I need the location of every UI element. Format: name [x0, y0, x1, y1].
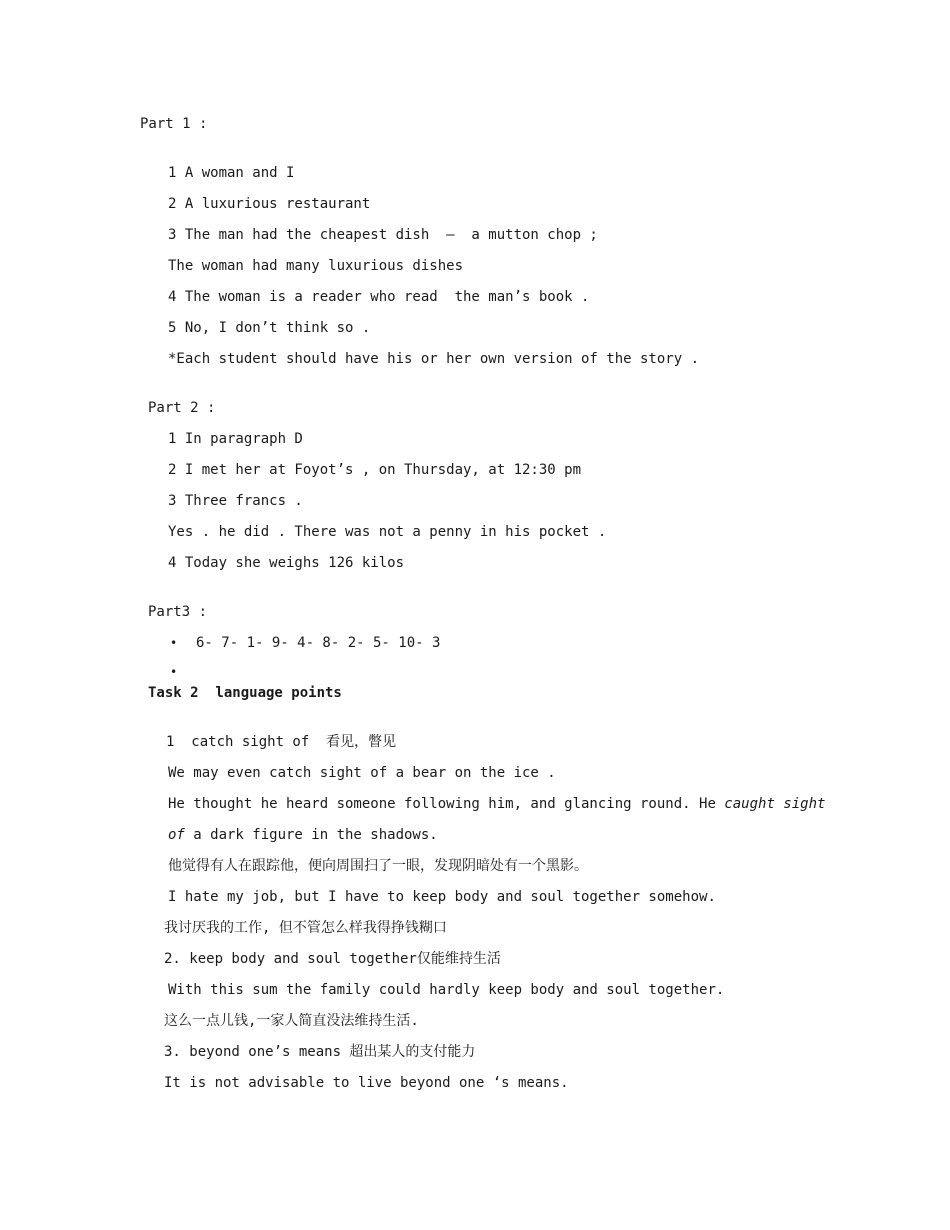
part1-line-5: 4 The woman is a reader who read the man’s book .	[168, 289, 590, 305]
point1-title: 1 catch sight of 看见，瞥见	[166, 734, 397, 750]
part1-line-3: 3 The man had the cheapest dish – a mutton chop ;	[168, 227, 598, 243]
part2-line-3: 3 Three francs .	[168, 493, 303, 509]
example-2-text: He thought he heard someone following him, and glancing round. He	[168, 796, 725, 812]
part3-sequence: 6- 7- 1- 9- 4- 8- 2- 5- 10- 3	[196, 635, 441, 651]
example-2-italic: caught sight	[724, 796, 826, 812]
part2-line-1: 1 In paragraph D	[168, 431, 303, 447]
example-2-italic-cont: of	[168, 827, 185, 843]
part1-line-4: The woman had many luxurious dishes	[168, 258, 464, 274]
bullet-icon: •	[170, 665, 178, 679]
example-4: With this sum the family could hardly keep body and soul together.	[168, 982, 725, 998]
part1-line-2: 2 A luxurious restaurant	[168, 196, 371, 212]
point3-title: 3. beyond one’s means 超出某人的支付能力	[164, 1044, 476, 1060]
part2-line-4: Yes . he did . There was not a penny in his pocket .	[168, 524, 607, 540]
part2-line-2: 2 I met her at Foyot’s , on Thursday, at 12:30 pm	[168, 462, 582, 478]
example-5: It is not advisable to live beyond one ‘s means.	[164, 1075, 569, 1091]
example-2-cont-text: a dark figure in the shadows.	[184, 827, 438, 843]
part1-line-1: 1 A woman and I	[168, 165, 295, 181]
part2-heading: Part 2 :	[148, 400, 216, 416]
example-2-translation: 他觉得有人在跟踪他，便向周围扫了一眼，发现阴暗处有一个黑影。	[168, 858, 588, 874]
example-4-translation: 这么一点儿钱,一家人简直没法维持生活.	[164, 1013, 419, 1029]
part2-line-5: 4 Today she weighs 126 kilos	[168, 555, 405, 571]
example-3: I hate my job, but I have to keep body and soul together somehow.	[168, 889, 716, 905]
example-2	[168, 795, 825, 813]
part1-heading: Part 1 :	[140, 116, 208, 132]
example-3-translation: 我讨厌我的工作, 但不管怎么样我得挣钱糊口	[164, 920, 447, 936]
point2-title: 2. keep body and soul together仅能维持生活	[164, 951, 501, 967]
part1-line-7: *Each student should have his or her own version of the story .	[168, 351, 700, 367]
bullet-icon: •	[170, 636, 178, 650]
part1-line-6: 5 No, I don’t think so .	[168, 320, 371, 336]
example-2-continued	[168, 826, 438, 844]
part3-heading: Part3 :	[148, 604, 208, 620]
example-1: We may even catch sight of a bear on the ice .	[168, 765, 556, 781]
task2-heading: Task 2 language points	[148, 685, 342, 701]
